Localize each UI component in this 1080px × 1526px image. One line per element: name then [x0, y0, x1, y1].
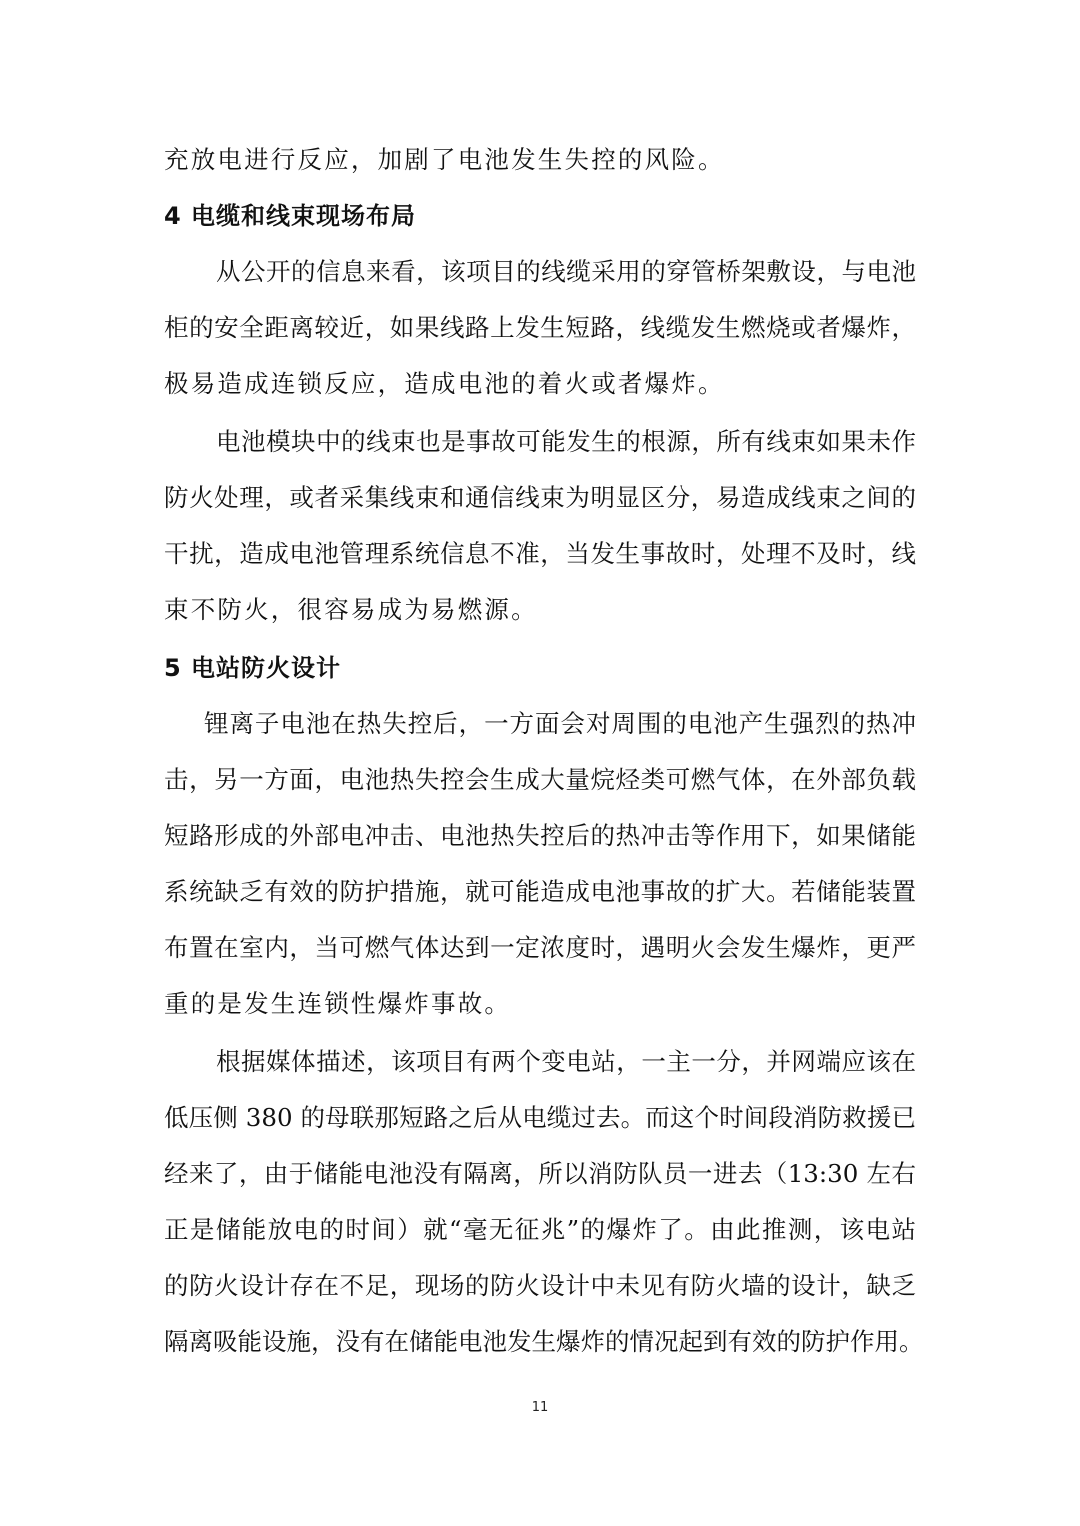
section-4-para-2-line-3: 干扰，造成电池管理系统信息不准，当发生事故时，处理不及时，线	[164, 539, 916, 568]
section-4-para-2-line-2: 防火处理，或者采集线束和通信线束为明显区分，易造成线束之间的	[164, 483, 916, 512]
section-5-para-2-line-1: 根据媒体描述，该项目有两个变电站，一主一分，并网端应该在	[216, 1047, 916, 1076]
section-5-para-2-line-6: 隔离吸能设施，没有在储能电池发生爆炸的情况起到有效的防护作用。	[164, 1327, 924, 1356]
section-5-heading: 5 电站防火设计	[164, 654, 342, 682]
section-5-para-1-line-4: 系统缺乏有效的防护措施，就可能造成电池事故的扩大。若储能装置	[164, 877, 916, 906]
section-4-para-1-line-2: 柜的安全距离较近，如果线路上发生短路，线缆发生燃烧或者爆炸，	[164, 313, 916, 342]
section-5-para-1-line-2: 击，另一方面，电池热失控会生成大量烷烃类可燃气体，在外部负载	[164, 765, 916, 794]
section-5-para-2-line-3: 经来了，由于储能电池没有隔离，所以消防队员一进去（13:30 左右	[164, 1159, 916, 1188]
section-4-para-1-line-1: 从公开的信息来看，该项目的线缆采用的穿管桥架敷设，与电池	[216, 257, 916, 286]
section-5-para-2-line-2: 低压侧 380 的母联那短路之后从电缆过去。而这个时间段消防救援已	[164, 1103, 916, 1132]
section-5-para-1-line-3: 短路形成的外部电冲击、电池热失控后的热冲击等作用下，如果储能	[164, 821, 916, 850]
page-number: 11	[531, 1400, 549, 1415]
section-5-para-2-line-5: 的防火设计存在不足，现场的防火设计中未见有防火墙的设计，缺乏	[164, 1271, 916, 1300]
section-5-para-2-line-4: 正是储能放电的时间）就“毫无征兆”的爆炸了。由此推测，该电站	[164, 1215, 916, 1244]
section-4-para-2-line-1: 电池模块中的线束也是事故可能发生的根源，所有线束如果未作	[216, 427, 916, 456]
section-5-para-1-line-5: 布置在室内，当可燃气体达到一定浓度时，遇明火会发生爆炸，更严	[164, 933, 916, 962]
section-4-para-1-line-3: 极易造成连锁反应，造成电池的着火或者爆炸。	[164, 369, 725, 398]
section-4-heading: 4 电缆和线束现场布局	[164, 202, 417, 230]
continuation-line: 充放电进行反应，加剧了电池发生失控的风险。	[164, 145, 725, 174]
section-4-para-2-line-4: 束不防火，很容易成为易燃源。	[164, 595, 538, 624]
section-5-para-1-line-6: 重的是发生连锁性爆炸事故。	[164, 989, 512, 1018]
section-5-para-1-line-1: 锂离子电池在热失控后，一方面会对周围的电池产生强烈的热冲	[204, 709, 916, 738]
